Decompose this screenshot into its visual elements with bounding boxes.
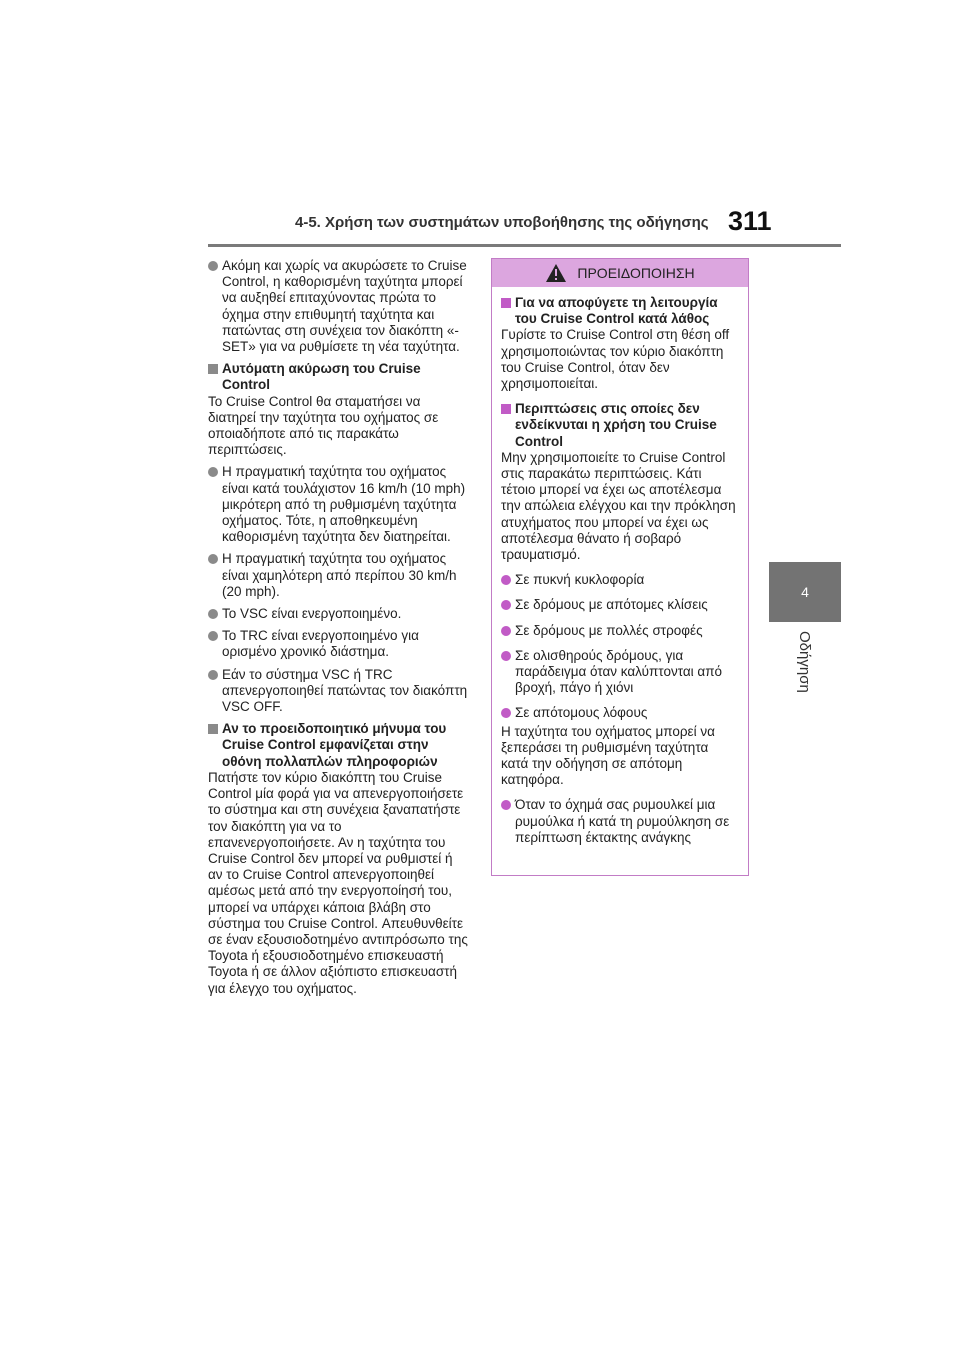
section-heading: Περιπτώσεις στις οποίες δεν ενδείκνυται η χρήση του Cruise Control xyxy=(501,401,739,450)
square-bullet-icon xyxy=(501,298,511,308)
warning-triangle-icon xyxy=(545,263,567,283)
list-item: Σε δρόμους με απότομες κλίσεις xyxy=(501,597,739,613)
section-text: Πατήστε τον κύριο διακόπτη του Cruise Control μία φορά για να απενεργοποιήσετε το σύστημα και στη συνέχεια ξαναπατήστε τον διακόπτη για να το επανενεργοποιήσετε. Αν η ταχύτητα του Cruise Control δεν μπορεί να ρυθμιστεί ή αν το Cruise Control απενεργοποιηθεί αμέσως μετά από την ενεργοποίησή του, μπορεί να υπάρχει κάποια βλάβη στο σύστημα του Cruise Control. Απευθυνθείτε σε έναν εξουσιοδοτημένο αντιπρόσωπο της Toyota ή εξουσιοδοτημένο επισκευαστή Toyota ή σε άλλον αξιόπιστο επισκευαστή για έλεγχο του οχήματος. xyxy=(208,769,468,996)
section-text: Γυρίστε το Cruise Control στη θέση off χρησιμοποιώντας τον κύριο διακόπτη του Cruise Control, όταν δεν χρησιμοποιείται. xyxy=(501,327,730,392)
bullet-icon xyxy=(208,554,218,564)
bullet-icon xyxy=(208,609,218,619)
page-number: 311 xyxy=(728,206,772,236)
list-item: Το TRC είναι ενεργοποιημένο για ορισμένο χρονικό διάστημα. xyxy=(208,628,470,660)
bullet-icon xyxy=(501,600,511,610)
list-item: Το VSC είναι ενεργοποιημένο. xyxy=(208,606,470,622)
list-item: Σε δρόμους με πολλές στροφές xyxy=(501,623,739,639)
warning-header xyxy=(492,259,748,287)
chapter-tab-label: Οδήγηση xyxy=(796,631,813,693)
bullet-icon xyxy=(501,575,511,585)
list-item: Σε απότομους λόφους xyxy=(501,705,739,721)
list-item: Εάν το σύστημα VSC ή TRC απενεργοποιηθεί πατώντας τον διακόπτη VSC OFF. xyxy=(208,667,470,716)
chapter-title: 4-5. Χρήση των συστημάτων υποβοήθησης της οδήγησης xyxy=(295,214,709,231)
chapter-tab-number: 4 xyxy=(801,584,809,600)
section-heading: Αν το προειδοποιητικό μήνυμα του Cruise Control εμφανίζεται στην οθόνη πολλαπλών πληροφοριών xyxy=(208,721,470,770)
bullet-icon xyxy=(501,800,511,810)
bullet-icon xyxy=(208,261,218,271)
warning-box xyxy=(491,258,749,876)
square-bullet-icon xyxy=(501,404,511,414)
chapter-tab[interactable] xyxy=(769,562,841,622)
bullet-icon xyxy=(501,708,511,718)
square-bullet-icon xyxy=(208,724,218,734)
warning-body xyxy=(492,287,748,846)
section-text: Μην χρησιμοποιείτε το Cruise Control στις παρακάτω περιπτώσεις. Κάτι τέτοιο μπορεί να έχει ως αποτέλεσμα την απώλεια ελέγχου και την πρόκληση ατυχήματος που μπορεί να έχει ως αποτέλεσμα θάνατο ή σοβαρό τραυματισμό. xyxy=(501,449,736,563)
list-item: Όταν το όχημά σας ρυμουλκεί μια ρυμούλκα ή κατά τη ρυμούλκηση σε περίπτωση έκτακτης ανάγκης xyxy=(501,797,739,846)
bullet-icon xyxy=(208,670,218,680)
header-divider xyxy=(208,244,841,247)
bullet-icon xyxy=(208,631,218,641)
bullet-icon xyxy=(208,467,218,477)
square-bullet-icon xyxy=(208,364,218,374)
list-item: Η πραγματική ταχύτητα του οχήματος είναι χαμηλότερη από περίπου 30 km/h (20 mph). xyxy=(208,551,470,600)
list-item: Η πραγματική ταχύτητα του οχήματος είναι κατά τουλάχιστον 16 km/h (10 mph) μικρότερη από τη ρυθμισμένη ταχύτητα οχήματος. Τότε, η αποθηκευμένη καθορισμένη ταχύτητα δεν διατηρείται. xyxy=(208,464,470,545)
section-heading: Αυτόματη ακύρωση του Cruise Control xyxy=(208,361,470,393)
bullet-icon xyxy=(501,651,511,661)
section-text: Η ταχύτητα του οχήματος μπορεί να ξεπεράσει τη ρυθμισμένη ταχύτητα κατά την οδήγηση σε απότομη κατηφόρα. xyxy=(501,723,715,788)
list-item: Σε ολισθηρούς δρόμους, για παράδειγμα όταν καλύπτονται από βροχή, πάγο ή χιόνι xyxy=(501,648,739,697)
left-column xyxy=(208,258,470,1003)
warning-title: ΠΡΟΕΙΔΟΠΟΙΗΣΗ xyxy=(577,265,695,281)
list-item: Ακόμη και χωρίς να ακυρώσετε το Cruise Control, η καθορισμένη ταχύτητα μπορεί να αυξηθεί επιταχύνοντας πρώτα το όχημα στην επιθυμητή ταχύτητα και πατώντας στη συνέχεια τον διακόπτη «-SET» για να ρυθμίσετε τη νέα ταχύτητα. xyxy=(208,258,470,355)
section-heading: Για να αποφύγετε τη λειτουργία του Cruise Control κατά λάθος xyxy=(501,295,739,327)
list-item: Σε πυκνή κυκλοφορία xyxy=(501,572,739,588)
section-text: Το Cruise Control θα σταματήσει να διατηρεί την ταχύτητα του οχήματος σε οποιαδήποτε από τις παρακάτω περιπτώσεις. xyxy=(208,393,439,458)
bullet-icon xyxy=(501,626,511,636)
